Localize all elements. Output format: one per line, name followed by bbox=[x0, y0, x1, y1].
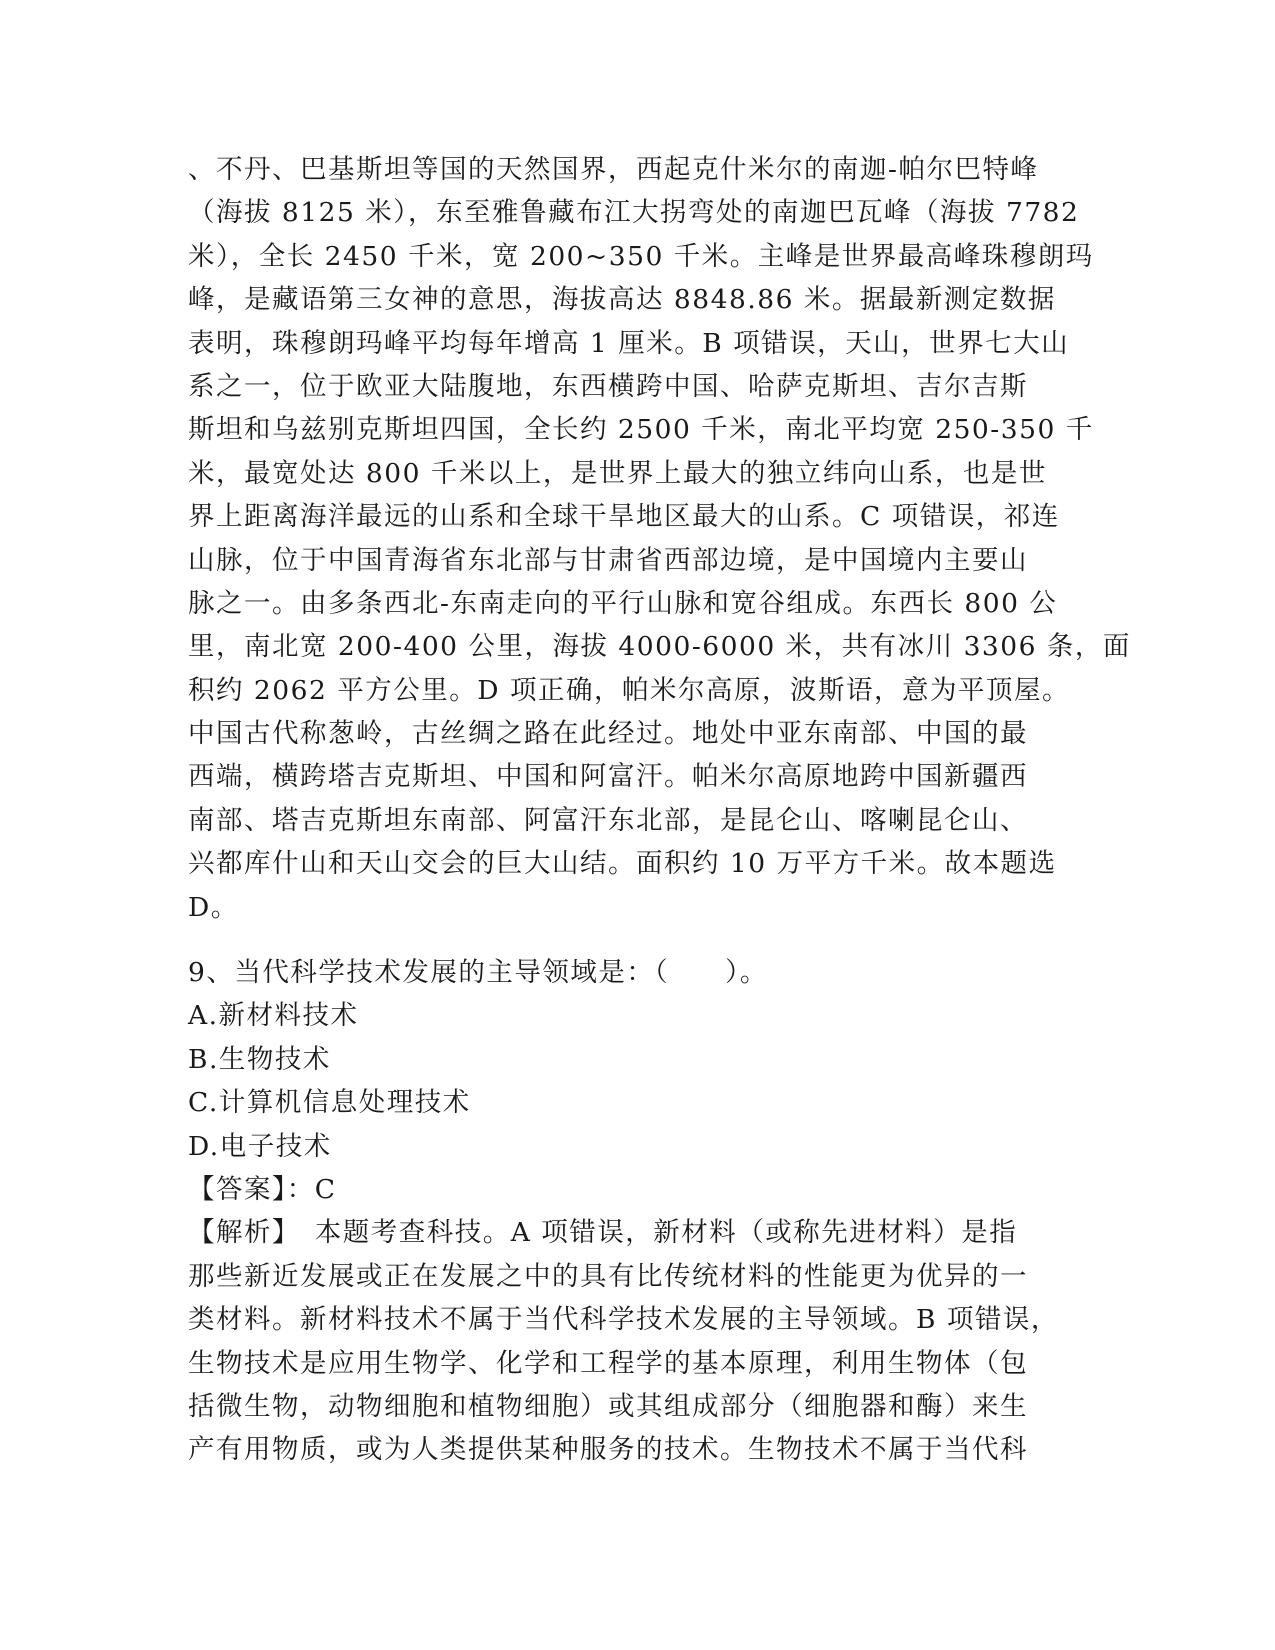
paragraph-gap bbox=[188, 929, 1078, 951]
explanation-line: 、不丹、巴基斯坦等国的天然国界，西起克什米尔的南迦-帕尔巴特峰 bbox=[188, 154, 1039, 185]
explanation-line: 山脉，位于中国青海省东北部与甘肃省西部边境，是中国境内主要山 bbox=[188, 544, 1028, 576]
explanation-line: 脉之一。由多条西北-东南走向的平行山脉和宽谷组成。东西长 800 公 bbox=[188, 587, 1058, 619]
analysis-line: 【解析】 本题考查科技。A 项错误，新材料（或称先进材料）是指 bbox=[188, 1217, 1018, 1249]
analysis-line: 产有用物质，或为人类提供某种服务的技术。生物技术不属于当代科 bbox=[188, 1434, 1028, 1466]
option-a: A.新材料技术 bbox=[188, 1000, 359, 1032]
option-b: B.生物技术 bbox=[188, 1043, 331, 1075]
explanation-line: 里，南北宽 200-400 公里，海拔 4000-6000 米，共有冰川 3306 条，面 bbox=[188, 631, 1131, 663]
explanation-line: 峰，是藏语第三女神的意思，海拔高达 8848.86 米。据最新测定数据 bbox=[188, 284, 1056, 316]
answer-line: 【答案】：C bbox=[188, 1173, 337, 1205]
explanation-line: 界上距离海洋最远的山系和全球干旱地区最大的山系。C 项错误，祁连 bbox=[188, 501, 1060, 533]
analysis-line: 生物技术是应用生物学、化学和工程学的基本原理，利用生物体（包 bbox=[188, 1347, 1028, 1379]
analysis-line: 那些新近发展或正在发展之中的具有比传统材料的性能更为优异的一 bbox=[188, 1260, 1028, 1292]
explanation-line: 兴都库什山和天山交会的巨大山结。面积约 10 万平方千米。故本题选 bbox=[188, 848, 1057, 880]
explanation-line: 南部、塔吉克斯坦东南部、阿富汗东北部，是昆仑山、喀喇昆仑山、 bbox=[188, 804, 1028, 836]
explanation-8-block bbox=[188, 148, 1131, 929]
question-stem: 9、当代科学技术发展的主导领域是：（ ）。 bbox=[188, 957, 768, 989]
explanation-line: （海拔 8125 米），东至雅鲁藏布江大拐弯处的南迦巴瓦峰（海拔 7782 bbox=[188, 197, 1080, 229]
explanation-line: 表明，珠穆朗玛峰平均每年增高 1 厘米。B 项错误，天山，世界七大山 bbox=[188, 327, 1070, 359]
analysis-line: 类材料。新材料技术不属于当代科学技术发展的主导领域。B 项错误， bbox=[188, 1304, 1059, 1336]
explanation-line: 积约 2062 平方公里。D 项正确，帕米尔高原，波斯语，意为平顶屋。 bbox=[188, 674, 1070, 706]
explanation-line: 中国古代称葱岭，古丝绸之路在此经过。地处中亚东南部、中国的最 bbox=[188, 718, 1028, 750]
explanation-line: 米，最宽处达 800 千米以上，是世界上最大的独立纬向山系，也是世 bbox=[188, 457, 1047, 489]
document-page bbox=[188, 148, 1131, 1472]
explanation-line: 西端，横跨塔吉克斯坦、中国和阿富汗。帕米尔高原地跨中国新疆西 bbox=[188, 761, 1028, 793]
question-9-block bbox=[188, 951, 1078, 1472]
explanation-line: D。 bbox=[188, 891, 239, 923]
explanation-line: 系之一，位于欧亚大陆腹地，东西横跨中国、哈萨克斯坦、吉尔吉斯 bbox=[188, 370, 1028, 402]
explanation-line: 斯坦和乌兹别克斯坦四国，全长约 2500 千米，南北平均宽 250-350 千 bbox=[188, 414, 1094, 446]
analysis-line: 括微生物，动物细胞和植物细胞）或其组成部分（细胞器和酶）来生 bbox=[188, 1390, 1028, 1422]
explanation-line: 米），全长 2450 千米，宽 200~350 千米。主峰是世界最高峰珠穆朗玛 bbox=[188, 240, 1094, 272]
option-c: C.计算机信息处理技术 bbox=[188, 1087, 471, 1119]
option-d: D.电子技术 bbox=[188, 1130, 332, 1162]
